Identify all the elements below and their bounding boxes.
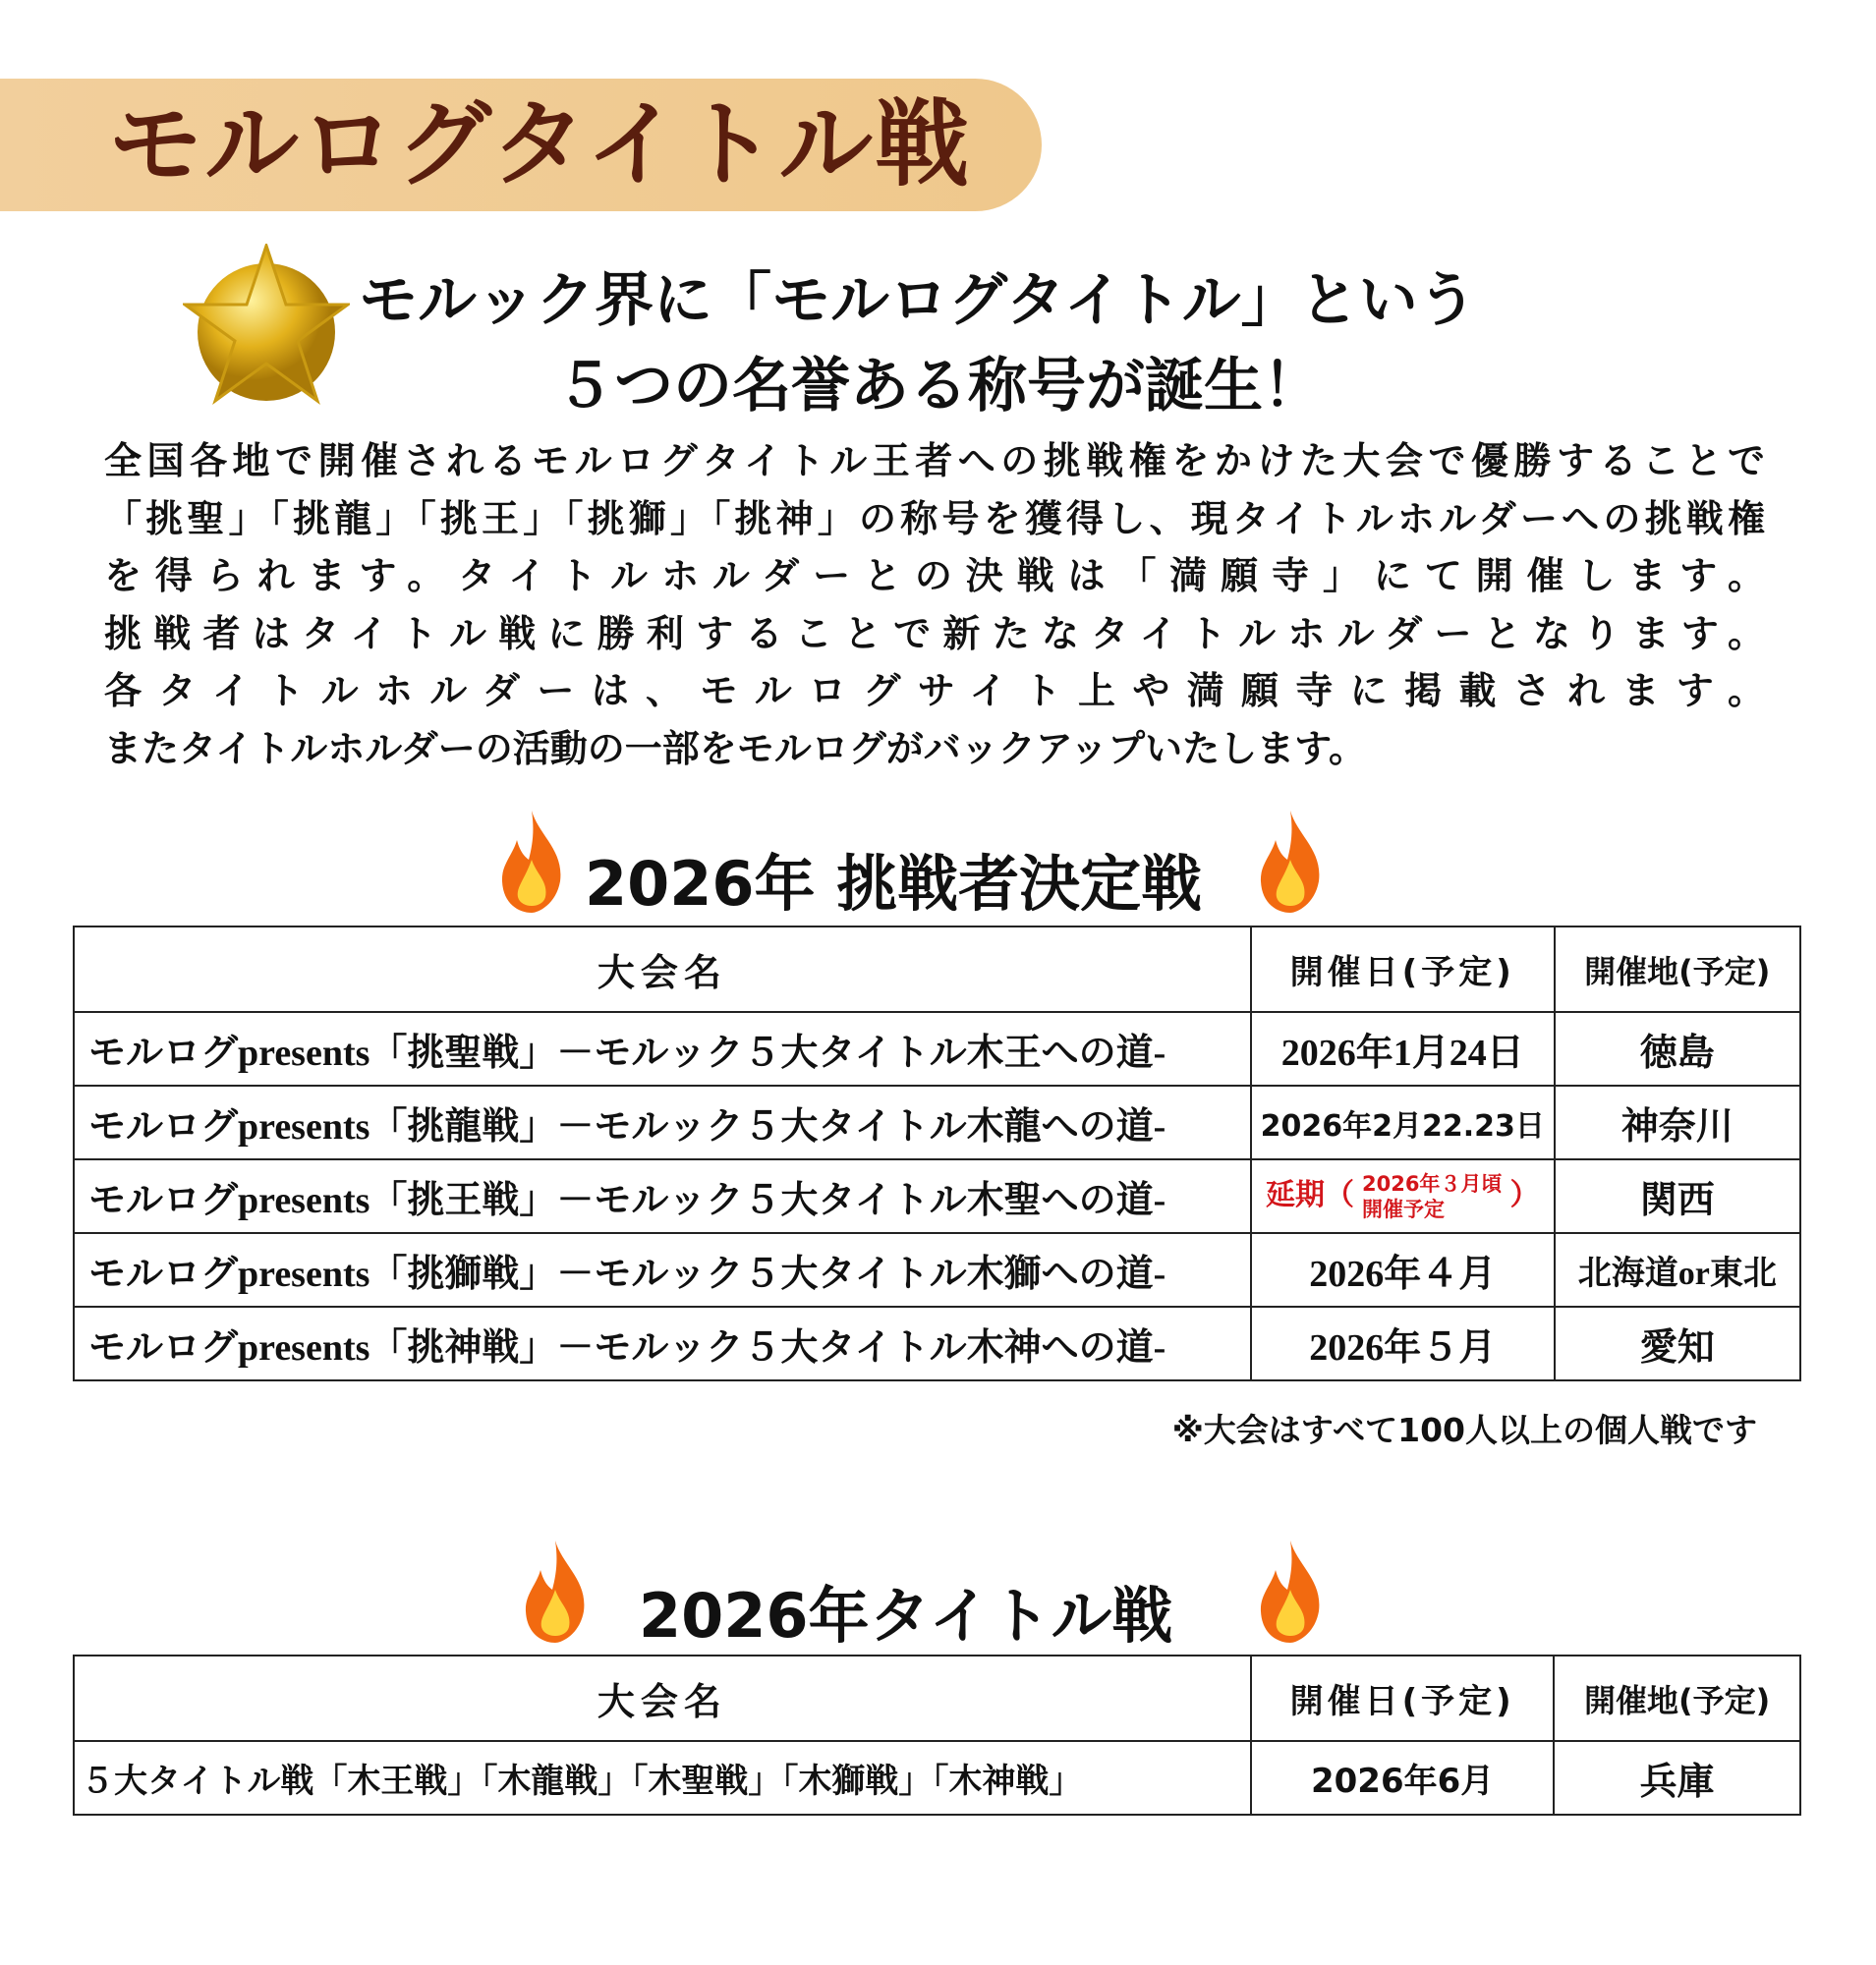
event-place: 神奈川 bbox=[1555, 1086, 1800, 1159]
flame-icon bbox=[1258, 811, 1323, 913]
postponed-close: ） bbox=[1509, 1178, 1540, 1213]
event-place: 愛知 bbox=[1555, 1307, 1800, 1380]
header-name: 大会名 bbox=[74, 926, 1251, 1012]
description-line: 全国各地で開催されるモルログタイトル王者への挑戦権をかけた大会で優勝することで bbox=[104, 439, 1765, 482]
event-name: モルログpresents「挑龍戦」－モルック５大タイトル木龍への道- bbox=[74, 1086, 1251, 1159]
header-place: 開催地(予定) bbox=[1554, 1656, 1800, 1741]
event-date: 2026年6月 bbox=[1251, 1741, 1554, 1815]
postponed-label: 延期（ bbox=[1265, 1178, 1354, 1213]
table-header-row bbox=[74, 926, 1800, 1012]
event-name: ５大タイトル戦「木王戦」「木龍戦」「木聖戦」「木獅戦」「木神戦」 bbox=[74, 1741, 1251, 1815]
header-name: 大会名 bbox=[74, 1656, 1251, 1741]
qualifiers-heading: 2026年 挑戦者決定戦 bbox=[585, 848, 1203, 920]
event-place: 関西 bbox=[1555, 1159, 1800, 1233]
postponed-note: 開催予定 bbox=[1361, 1197, 1445, 1221]
event-date: 2026年2月22.23日 bbox=[1251, 1086, 1555, 1159]
event-date: 2026年４月 bbox=[1251, 1233, 1555, 1307]
event-name: モルログpresents「挑神戦」－モルック５大タイトル木神への道- bbox=[74, 1307, 1251, 1380]
description-line: 「挑聖」「挑龍」「挑王」「挑獅」「挑神」の称号を獲得し、現タイトルホルダーへの挑戦権 bbox=[104, 496, 1765, 540]
page-title: モルログタイトル戦 bbox=[108, 89, 972, 199]
header-date: 開催日(予定) bbox=[1251, 926, 1555, 1012]
event-date: 2026年５月 bbox=[1251, 1307, 1555, 1380]
headline-line2: ５つの名誉ある称号が誕生！ bbox=[555, 352, 1322, 421]
title-banner bbox=[0, 79, 1042, 211]
event-name: モルログpresents「挑王戦」－モルック５大タイトル木聖への道- bbox=[74, 1159, 1251, 1233]
event-place: 兵庫 bbox=[1554, 1741, 1800, 1815]
event-place: 徳島 bbox=[1555, 1012, 1800, 1086]
header-place: 開催地(予定) bbox=[1555, 926, 1800, 1012]
flame-icon bbox=[523, 1541, 588, 1643]
table-row bbox=[74, 1233, 1800, 1307]
event-date: 2026年1月24日 bbox=[1251, 1012, 1555, 1086]
event-place: 北海道or東北 bbox=[1555, 1233, 1800, 1307]
description-line: またタイトルホルダーの活動の一部をモルログがバックアップいたします。 bbox=[104, 726, 1367, 770]
description bbox=[104, 432, 1765, 778]
event-date-postponed bbox=[1251, 1159, 1555, 1233]
footnote: ※大会はすべて100人以上の個人戦です bbox=[1171, 1411, 1757, 1449]
table-row bbox=[74, 1741, 1800, 1815]
table-header-row bbox=[74, 1656, 1800, 1741]
postponed-note: 2026年３月頃 bbox=[1361, 1171, 1503, 1196]
headline-line1: モルック界に「モルログタイトル」という bbox=[359, 266, 1477, 335]
table-row bbox=[74, 1012, 1800, 1086]
description-line: 各タイトルホルダーは、モルログサイト上や満願寺に掲載されます。 bbox=[104, 669, 1765, 713]
event-name: モルログpresents「挑獅戦」－モルック５大タイトル木獅への道- bbox=[74, 1233, 1251, 1307]
table-row bbox=[74, 1086, 1800, 1159]
table-row bbox=[74, 1159, 1800, 1233]
table-row bbox=[74, 1307, 1800, 1380]
description-line: 挑戦者はタイトル戦に勝利することで新たなタイトルホルダーとなります。 bbox=[104, 611, 1765, 655]
event-name: モルログpresents「挑聖戦」－モルック５大タイトル木王への道- bbox=[74, 1012, 1251, 1086]
gold-star-medal-icon bbox=[183, 244, 350, 406]
flame-icon bbox=[499, 811, 564, 913]
flame-icon bbox=[1258, 1541, 1323, 1643]
description-line: を得られます。タイトルホルダーとの決戦は「満願寺」にて開催します。 bbox=[104, 554, 1765, 598]
qualifiers-table bbox=[73, 926, 1801, 1381]
titles-heading: 2026年タイトル戦 bbox=[639, 1580, 1173, 1652]
titles-table bbox=[73, 1655, 1801, 1816]
header-date: 開催日(予定) bbox=[1251, 1656, 1554, 1741]
